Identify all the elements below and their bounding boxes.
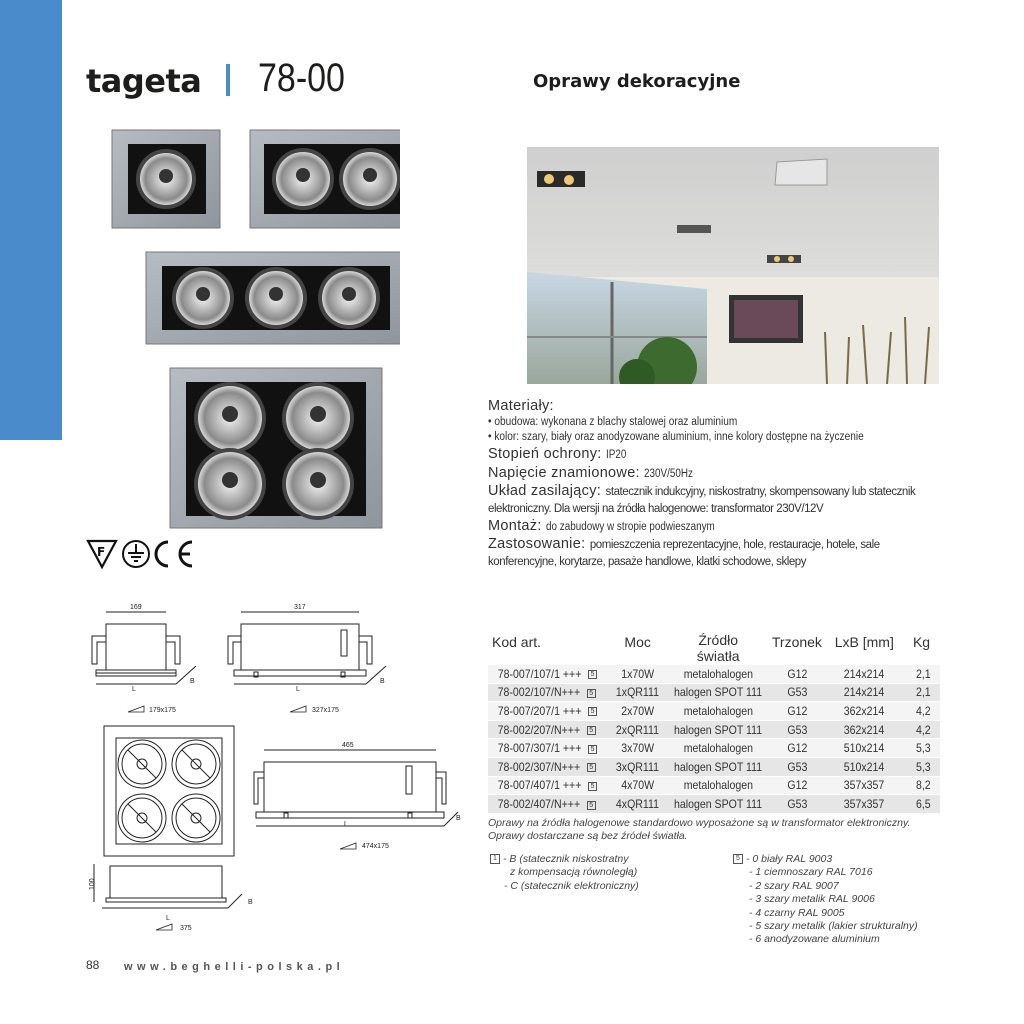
- cell-kg: 6,5: [903, 795, 940, 814]
- header-size: LxB [mm]: [834, 634, 894, 650]
- ce-mark-icon: [156, 542, 192, 566]
- ballast-value: statecznik indukcyjny, niskostratny, skompensowany lub statecznik elektroniczny. Dla wersji na źródła halogenowe: transformator 230V/12V: [488, 486, 916, 515]
- cell-kg: 4,2: [903, 720, 940, 739]
- table-row: [488, 702, 940, 721]
- protection-value: IP20: [606, 449, 627, 461]
- cell-kg: 2,1: [903, 683, 940, 702]
- cell-code: 78-007/207/1 +++ 5: [488, 702, 607, 721]
- cell-power: 4xQR111: [607, 795, 668, 814]
- sidebar-accent-bar: [0, 0, 62, 440]
- drawing-quad-top: [104, 726, 234, 856]
- cell-source: metalohalogen: [668, 776, 768, 795]
- product-code: 78-00: [258, 56, 345, 100]
- dim-label: L: [166, 915, 170, 922]
- materials-label: Materiały:: [488, 398, 554, 414]
- cell-base: G12: [768, 702, 825, 721]
- f-mark-icon: [88, 541, 116, 567]
- option-mark: 5: [588, 707, 597, 716]
- table-row: [488, 739, 940, 758]
- protection-row: [488, 445, 928, 464]
- svg-text:F: F: [97, 545, 106, 559]
- technical-drawings: [86, 600, 476, 940]
- cell-kg: 5,3: [903, 757, 940, 776]
- website-url[interactable]: www.beghelli-polska.pl: [124, 961, 345, 973]
- page-number: 88: [86, 958, 100, 972]
- certification-marks: [86, 537, 198, 571]
- option-mark: 5: [587, 763, 596, 772]
- product-image-double: [250, 130, 400, 228]
- header-base: Trzonek: [771, 634, 822, 650]
- legend-ballast: 1 - B (statecznik niskostratny z kompensacją równoległą) - C (statecznik elektroniczny): [490, 853, 639, 893]
- legend-mark: 1: [490, 854, 500, 864]
- mounting-value: do zabudowy w stropie podwieszanym: [546, 521, 715, 533]
- cell-code: 78-002/407/N+++ 5: [488, 795, 607, 814]
- dim-label: 317: [294, 604, 306, 611]
- voltage-label: Napięcie znamionowe:: [488, 465, 640, 481]
- header-source: Źródło światła: [696, 632, 740, 664]
- product-image-triple: [146, 252, 400, 344]
- cell-size: 362x214: [826, 702, 903, 721]
- cell-code: 78-007/107/1 +++ 5: [488, 665, 607, 684]
- cell-base: G12: [768, 776, 825, 795]
- option-mark: 5: [588, 782, 597, 791]
- cell-code: 78-007/407/1 +++ 5: [488, 776, 607, 795]
- table-row: [488, 757, 940, 776]
- cell-kg: 4,2: [903, 702, 940, 721]
- cell-size: 357x357: [826, 776, 903, 795]
- cell-power: 4x70W: [607, 776, 668, 795]
- cell-power: 2xQR111: [607, 720, 668, 739]
- cell-power: 1x70W: [607, 665, 668, 684]
- cell-source: metalohalogen: [668, 739, 768, 758]
- cutout-label: 474x175: [362, 843, 389, 850]
- table-row: [488, 665, 940, 684]
- ballast-label: Układ zasilający:: [488, 483, 602, 499]
- earth-ground-icon: [123, 541, 149, 567]
- brand-name: tageta: [86, 62, 202, 100]
- category-title: Oprawy dekoracyjne: [533, 71, 741, 92]
- interior-photo: [527, 147, 939, 384]
- option-mark: 5: [587, 801, 596, 810]
- drawing-triple: [254, 750, 458, 826]
- cell-size: 214x214: [826, 665, 903, 684]
- dim-label: 100: [89, 878, 96, 890]
- dim-label: 169: [130, 604, 142, 611]
- dim-label: B: [190, 678, 195, 685]
- usage-value: pomieszczenia reprezentacyjne, hole, restauracje, hotele, sale konferencyjne, korytarze, pasaże handlowe, klatki schodowe, sklepy: [488, 539, 880, 568]
- cell-base: G12: [768, 665, 825, 684]
- cell-power: 3xQR111: [607, 757, 668, 776]
- dim-label: B: [248, 899, 253, 906]
- dim-label: 465: [342, 742, 354, 749]
- header-code: Kod art.: [492, 634, 542, 650]
- mounting-label: Montaż:: [488, 518, 542, 534]
- cell-source: halogen SPOT 111: [668, 795, 768, 814]
- cell-source: metalohalogen: [668, 665, 768, 684]
- drawing-double: [228, 612, 386, 684]
- cell-kg: 5,3: [903, 739, 940, 758]
- cell-size: 214x214: [826, 683, 903, 702]
- cutout-label: 327x175: [312, 707, 339, 714]
- notes: [488, 817, 910, 843]
- dim-label: B: [456, 815, 461, 822]
- dim-label: L: [132, 686, 136, 693]
- cell-code: 78-002/307/N+++ 5: [488, 757, 607, 776]
- usage-label: Zastosowanie:: [488, 536, 586, 552]
- cell-size: 510x214: [826, 757, 903, 776]
- cell-base: G53: [768, 795, 825, 814]
- cell-code: 78-002/207/N+++ 5: [488, 720, 607, 739]
- cell-power: 3x70W: [607, 739, 668, 758]
- materials-item: • obudowa: wykonana z blachy stalowej oraz aluminium: [488, 416, 738, 428]
- cell-power: 1xQR111: [607, 683, 668, 702]
- legend-mark: 5: [733, 854, 743, 864]
- dim-label: L: [296, 686, 300, 693]
- cell-base: G53: [768, 757, 825, 776]
- cell-kg: 2,1: [903, 665, 940, 684]
- header-power: Moc: [624, 634, 651, 650]
- cell-base: G12: [768, 739, 825, 758]
- table-row: [488, 683, 940, 702]
- cell-base: G53: [768, 683, 825, 702]
- option-mark: 5: [587, 689, 596, 698]
- drawing-single: [92, 612, 196, 684]
- cell-size: 510x214: [826, 739, 903, 758]
- legend-colors: 5 - 0 biały RAL 9003 - 1 ciemnoszary RAL 7016 - 2 szary RAL 9007 - 3 szary metalik RAL 9006 - 4 czarny RAL 9005 - 5 szary metalik (lakier strukturalny) - 6 anodyzowane aluminium: [733, 853, 918, 947]
- product-photos: [100, 118, 400, 538]
- option-mark: 5: [587, 726, 596, 735]
- protection-label: Stopień ochrony:: [488, 446, 602, 462]
- header-kg: Kg: [912, 634, 931, 650]
- cell-source: halogen SPOT 111: [668, 757, 768, 776]
- cell-code: 78-002/107/N+++ 5: [488, 683, 607, 702]
- cell-source: halogen SPOT 111: [668, 683, 768, 702]
- voltage-row: [488, 464, 928, 483]
- drawing-quad-side: [94, 864, 242, 908]
- product-image-single: [112, 130, 220, 228]
- table-row: [488, 720, 940, 739]
- dim-label: B: [380, 678, 385, 685]
- cell-base: G53: [768, 720, 825, 739]
- table-row: [488, 795, 940, 814]
- cell-source: halogen SPOT 111: [668, 720, 768, 739]
- specifications: [488, 398, 928, 570]
- title-divider: [226, 64, 230, 96]
- cutout-label: 179x175: [149, 707, 176, 714]
- cell-kg: 8,2: [903, 776, 940, 795]
- cell-power: 2x70W: [607, 702, 668, 721]
- mounting-row: [488, 517, 928, 536]
- cell-size: 357x357: [826, 795, 903, 814]
- cutout-label: 375: [180, 925, 192, 932]
- usage-row: [488, 536, 928, 570]
- option-mark: 5: [588, 745, 597, 754]
- option-mark: 5: [588, 670, 597, 679]
- cell-size: 362x214: [826, 720, 903, 739]
- cell-source: metalohalogen: [668, 702, 768, 721]
- table-row: [488, 776, 940, 795]
- note-line: Oprawy dostarczane są bez źródeł światła.: [488, 830, 688, 842]
- note-line: Oprawy na źródła halogenowe standardowo wyposażone są w transformator elektroniczny.: [488, 817, 911, 829]
- product-table: [488, 632, 940, 813]
- dim-label: L: [344, 821, 348, 828]
- ballast-row: [488, 483, 928, 517]
- materials-item: • kolor: szary, biały oraz anodyzowane aluminium, inne kolory dostępne na życzenie: [488, 431, 864, 443]
- voltage-value: 230V/50Hz: [644, 468, 694, 480]
- cell-code: 78-007/307/1 +++ 5: [488, 739, 607, 758]
- product-image-quad: [170, 368, 382, 528]
